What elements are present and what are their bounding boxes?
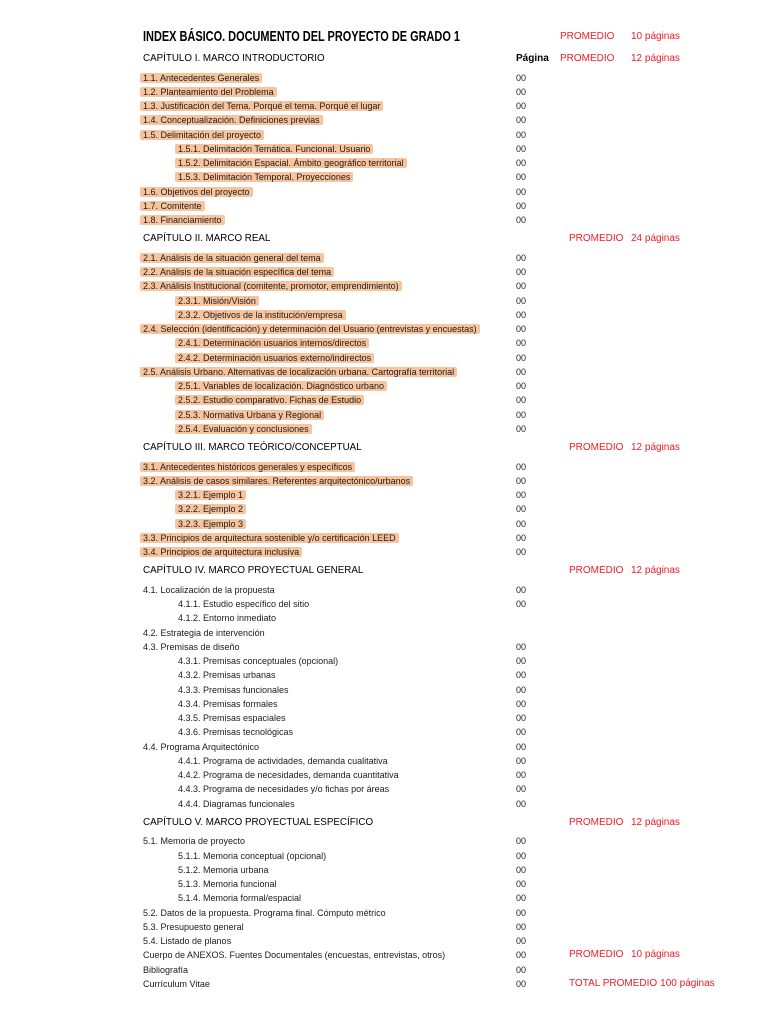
average-label: TOTAL PROMEDIO <box>569 977 658 989</box>
page-number: 00 <box>516 338 527 349</box>
index-entry <box>178 754 388 768</box>
index-entry-row <box>0 740 768 754</box>
average-pages-value: 12 páginas <box>631 816 680 828</box>
index-entry <box>178 142 373 156</box>
entry-title-text: 1.5.1. Delimitación Temática. Funcional. Usuario <box>175 144 373 154</box>
index-entry-row <box>0 199 768 213</box>
index-entry <box>178 711 286 725</box>
chapter-heading <box>143 47 325 71</box>
average-label: PROMEDIO <box>560 31 615 42</box>
index-entry-row <box>0 611 768 625</box>
entry-title-text: 4.1.2. Entorno inmediato <box>178 613 277 624</box>
index-entry <box>143 545 302 559</box>
entry-title-text: 5.4. Listado de planos <box>143 936 232 946</box>
entry-title-text: 2.5.4. Evaluación y conclusiones <box>175 424 312 434</box>
index-entry-row <box>0 768 768 782</box>
index-entry <box>178 408 324 422</box>
page-number: 00 <box>516 641 527 652</box>
index-list <box>0 47 768 991</box>
index-entry <box>143 920 244 934</box>
index-entry <box>178 597 309 611</box>
entry-title-text: 4.3.1. Premisas conceptuales (opcional) <box>178 656 339 666</box>
entry-title-text: 4.2. Estrategia de intervención <box>143 627 265 638</box>
index-entry <box>143 963 188 977</box>
entry-title-text: 1.4. Conceptualización. Definiciones previas <box>140 115 323 125</box>
page-number: 00 <box>516 584 527 595</box>
index-entry-row <box>0 849 768 863</box>
page-number: 00 <box>516 324 527 334</box>
index-entry <box>178 877 277 891</box>
index-entry-row <box>0 531 768 545</box>
index-entry <box>178 725 293 739</box>
average-pages-value: 12 páginas <box>631 53 680 64</box>
page-number: 00 <box>516 366 527 377</box>
page-number: 00 <box>516 352 527 363</box>
page-number: 00 <box>516 475 527 486</box>
entry-title-text: 3.2.3. Ejemplo 3 <box>175 519 246 529</box>
entry-title-text: 4.3.2. Premisas urbanas <box>178 670 276 681</box>
index-entry-row <box>0 948 768 962</box>
index-entry <box>143 279 402 293</box>
index-entry <box>178 308 346 322</box>
entry-title-text: 5.1. Memoria de proyecto <box>143 836 246 847</box>
index-entry <box>143 626 265 640</box>
index-entry <box>143 265 334 279</box>
index-entry <box>178 683 289 697</box>
page-number: 00 <box>516 215 527 225</box>
chapter-title-text: CAPÍTULO I. MARCO INTRODUCTORIO <box>143 53 325 64</box>
page-number: 00 <box>516 461 527 472</box>
index-entry <box>143 474 413 488</box>
index-entry <box>143 977 210 991</box>
index-entry-row <box>0 142 768 156</box>
average-pages-note <box>569 977 715 991</box>
index-entry-row <box>0 488 768 502</box>
entry-title-text: 2.5. Análisis Urbano. Alternativas de localización urbana. Cartografía territorial <box>140 367 457 377</box>
entry-title-text: 1.7. Comitente <box>140 201 205 211</box>
page-number: 00 <box>516 784 527 795</box>
index-entry-row <box>0 545 768 559</box>
entry-title-text: 1.3. Justificación del Tema. Porqué el tema. Porqué el lugar <box>140 101 383 111</box>
chapter-heading <box>143 227 270 251</box>
document-title: INDEX BÁSICO. DOCUMENTO DEL PROYECTO DE GRADO 1 <box>143 28 460 45</box>
index-entry <box>143 113 323 127</box>
entry-title-text: 2.1. Análisis de la situación general del tema <box>140 253 324 263</box>
entry-title-text: 4.4.2. Programa de necesidades, demanda cuantitativa <box>178 770 399 780</box>
page-number: 00 <box>516 101 527 111</box>
entry-title-text: 4.3.6. Premisas tecnológicas <box>178 727 294 738</box>
index-entry-row <box>0 906 768 920</box>
average-pages-note <box>569 436 680 460</box>
average-label: PROMEDIO <box>569 442 624 453</box>
entry-title-text: 4.3. Premisas de diseño <box>143 641 240 652</box>
index-entry-row <box>0 128 768 142</box>
page-number: 00 <box>516 798 527 809</box>
page-number: 00 <box>516 755 527 766</box>
index-entry-row <box>0 877 768 891</box>
index-entry <box>178 351 374 365</box>
index-entry-row <box>0 308 768 322</box>
page-number: 00 <box>516 907 527 918</box>
index-entry <box>143 834 245 848</box>
chapter-heading-row <box>0 559 768 583</box>
entry-title-text: 1.5.2. Delimitación Espacial. Ámbito geográfico territorial <box>175 158 407 168</box>
index-entry <box>143 740 259 754</box>
entry-title-text: 4.4.1. Programa de actividades, demanda cualitativa <box>178 755 388 766</box>
page-number: 00 <box>516 547 527 557</box>
entry-title-text: 3.2. Análisis de casos similares. Referentes arquitectónico/urbanos <box>140 476 413 486</box>
index-entry-row <box>0 251 768 265</box>
index-entry <box>178 422 312 436</box>
index-entry-row <box>0 754 768 768</box>
index-entry <box>143 199 205 213</box>
average-pages-value: 12 páginas <box>631 442 680 453</box>
entry-title-text: Cuerpo de ANEXOS. Fuentes Documentales (encuestas, entrevistas, otros) <box>143 950 446 961</box>
index-entry-row <box>0 977 768 991</box>
index-entry-row <box>0 502 768 516</box>
index-entry <box>143 71 262 85</box>
index-entry <box>178 611 276 625</box>
chapter-heading-row <box>0 811 768 835</box>
index-entry-row <box>0 626 768 640</box>
page-number: 00 <box>516 978 527 989</box>
index-entry-row <box>0 474 768 488</box>
index-entry-row <box>0 583 768 597</box>
entry-title-text: 2.4.2. Determinación usuarios externo/indirectos <box>175 353 374 363</box>
page-number: 00 <box>516 670 527 681</box>
entry-title-text: 5.1.4. Memoria formal/espacial <box>178 893 302 904</box>
page-number: 00 <box>516 656 527 666</box>
page-number: 00 <box>516 770 527 780</box>
page-number: 00 <box>516 381 527 391</box>
index-entry <box>143 185 253 199</box>
index-entry-row <box>0 265 768 279</box>
index-entry <box>178 891 301 905</box>
index-entry-row <box>0 725 768 739</box>
page-number: 00 <box>516 295 527 306</box>
index-entry <box>178 517 246 531</box>
index-entry-row <box>0 156 768 170</box>
index-entry-row <box>0 336 768 350</box>
entry-title-text: 2.3. Análisis Institucional (comitente, promotor, emprendimiento) <box>140 281 402 291</box>
page-number: 00 <box>516 115 527 126</box>
index-entry-row <box>0 322 768 336</box>
average-pages-note <box>569 559 680 583</box>
chapter-title-text: CAPÍTULO II. MARCO REAL <box>143 233 271 245</box>
entry-title-text: 5.1.3. Memoria funcional <box>178 879 277 889</box>
average-label: PROMEDIO <box>569 949 624 961</box>
entry-title-text: 5.1.1. Memoria conceptual (opcional) <box>178 850 327 861</box>
index-entry <box>143 934 231 948</box>
entry-title-text: 2.4.1. Determinación usuarios internos/directos <box>175 338 369 348</box>
entry-title-text: 1.5. Delimitación del proyecto <box>140 130 264 140</box>
page-number: 00 <box>516 309 527 320</box>
index-entry-row <box>0 294 768 308</box>
page-number: 00 <box>516 713 527 723</box>
index-entry <box>178 170 353 184</box>
average-pages-value: 10 páginas <box>631 949 680 961</box>
page-number: 00 <box>516 532 527 543</box>
index-entry <box>143 365 457 379</box>
page-number: 00 <box>516 172 527 183</box>
page-number: 00 <box>516 409 527 420</box>
average-label: PROMEDIO <box>560 53 615 64</box>
index-entry <box>143 640 240 654</box>
index-entry-row <box>0 920 768 934</box>
entry-title-text: Bibliografía <box>143 964 189 975</box>
index-entry-row <box>0 697 768 711</box>
index-entry-row <box>0 597 768 611</box>
average-pages-value: 24 páginas <box>631 233 680 245</box>
entry-title-text: 2.3.1. Misión/Visión <box>175 296 259 306</box>
index-entry <box>143 213 225 227</box>
entry-title-text: 4.4.4. Diagramas funcionales <box>178 798 295 809</box>
index-entry-row <box>0 365 768 379</box>
index-entry <box>178 797 295 811</box>
entry-title-text: 4.1. Localización de la propuesta <box>143 584 275 595</box>
index-entry-row <box>0 422 768 436</box>
chapter-heading <box>143 559 363 583</box>
average-pages-note <box>569 948 680 962</box>
entry-title-text: 1.2. Planteamiento del Problema <box>140 87 277 97</box>
index-entry <box>178 654 338 668</box>
index-entry <box>178 488 246 502</box>
page-number: 00 <box>516 921 527 932</box>
index-entry-row <box>0 460 768 474</box>
index-entry <box>143 99 383 113</box>
index-entry <box>143 906 386 920</box>
index-entry-row <box>0 85 768 99</box>
page-number: 00 <box>516 599 527 609</box>
index-entry-row <box>0 99 768 113</box>
average-pages-note <box>560 27 680 47</box>
index-entry-row <box>0 393 768 407</box>
title-row <box>0 27 768 47</box>
page-number: 00 <box>516 518 527 529</box>
index-entry-row <box>0 797 768 811</box>
chapter-heading <box>143 436 362 460</box>
index-entry-row <box>0 668 768 682</box>
page-number: 00 <box>516 281 527 292</box>
average-pages-value: 12 páginas <box>631 565 680 577</box>
page-number: 00 <box>516 86 527 97</box>
index-entry <box>143 948 445 962</box>
index-entry-row <box>0 379 768 393</box>
index-entry-row <box>0 782 768 796</box>
index-entry-row <box>0 963 768 977</box>
average-label: PROMEDIO <box>569 816 624 828</box>
index-entry <box>143 251 324 265</box>
page-number: 00 <box>516 964 527 975</box>
entry-title-text: 4.3.4. Premisas formales <box>178 698 278 709</box>
index-entry <box>143 128 264 142</box>
page-number: 00 <box>516 267 527 277</box>
index-entry-row <box>0 654 768 668</box>
page-number: 00 <box>516 186 527 197</box>
entry-title-text: 3.2.2. Ejemplo 2 <box>175 504 246 514</box>
index-entry <box>178 782 389 796</box>
index-entry <box>178 502 246 516</box>
average-pages-note <box>569 811 680 835</box>
index-entry-row <box>0 71 768 85</box>
entry-title-text: 5.1.2. Memoria urbana <box>178 864 269 875</box>
entry-title-text: 3.4. Principios de arquitectura inclusiva <box>140 547 302 557</box>
index-entry <box>143 583 275 597</box>
average-pages-note <box>569 227 680 251</box>
page-number: 00 <box>516 936 527 946</box>
chapter-heading-row <box>0 227 768 251</box>
entry-title-text: 4.1.1. Estudio específico del sitio <box>178 599 310 609</box>
index-entry <box>143 460 355 474</box>
chapter-title-text: CAPÍTULO V. MARCO PROYECTUAL ESPECÍFICO <box>143 816 374 828</box>
average-pages-note <box>560 47 680 71</box>
entry-title-text: 5.3. Presupuesto general <box>143 921 244 932</box>
index-entry-row <box>0 279 768 293</box>
index-entry <box>178 294 259 308</box>
index-entry <box>178 336 369 350</box>
page-number: 00 <box>516 879 527 889</box>
index-entry-row <box>0 170 768 184</box>
entry-title-text: 4.3.5. Premisas espaciales <box>178 713 286 723</box>
average-label: PROMEDIO <box>569 565 624 577</box>
entry-title-text: 1.1. Antecedentes Generales <box>140 73 262 83</box>
index-entry-row <box>0 863 768 877</box>
index-entry <box>178 156 407 170</box>
index-entry <box>178 668 276 682</box>
page-number: 00 <box>516 143 527 154</box>
average-label: PROMEDIO <box>569 233 624 245</box>
entry-title-text: 3.3. Principios de arquitectura sostenible y/o certificación LEED <box>140 533 399 543</box>
page-number: 00 <box>516 252 527 263</box>
index-entry-row <box>0 683 768 697</box>
page-number: 00 <box>516 504 527 515</box>
index-entry-row <box>0 834 768 848</box>
page-number: 00 <box>516 490 527 500</box>
page-number: 00 <box>516 950 527 961</box>
page-number: 00 <box>516 741 527 752</box>
page-number: 00 <box>516 850 527 861</box>
entry-title-text: 2.5.1. Variables de localización. Diagnóstico urbano <box>175 381 387 391</box>
entry-title-text: 1.6. Objetivos del proyecto <box>140 187 253 197</box>
page-number: 00 <box>516 684 527 695</box>
entry-title-text: 5.2. Datos de la propuesta. Programa final. Cómputo métrico <box>143 907 386 918</box>
page-number: 00 <box>516 864 527 875</box>
chapter-heading-row <box>0 436 768 460</box>
page-number: 00 <box>516 158 527 168</box>
chapter-title-text: CAPÍTULO III. MARCO TEÓRICO/CONCEPTUAL <box>143 442 362 453</box>
page-number: 00 <box>516 395 527 406</box>
index-entry-row <box>0 213 768 227</box>
entry-title-text: Currículum Vitae <box>143 978 210 989</box>
index-entry <box>178 863 269 877</box>
entry-title-text: 2.5.3. Normativa Urbana y Regional <box>175 410 324 420</box>
entry-title-text: 3.2.1. Ejemplo 1 <box>175 490 246 500</box>
entry-title-text: 2.4. Selección (identificación) y determinación del Usuario (entrevistas y encuestas) <box>140 324 480 334</box>
page-number: 00 <box>516 836 527 847</box>
chapter-title-text: CAPÍTULO IV. MARCO PROYECTUAL GENERAL <box>143 565 364 577</box>
entry-title-text: 2.3.2. Objetivos de la institución/empresa <box>175 310 346 320</box>
page-number: 00 <box>516 423 527 434</box>
page-number: 00 <box>516 893 527 904</box>
entry-title-text: 3.1. Antecedentes históricos generales y específicos <box>140 462 355 472</box>
chapter-heading <box>143 811 373 835</box>
index-entry <box>143 85 277 99</box>
average-pages-value: 100 páginas <box>660 977 715 989</box>
entry-title-text: 4.4.3. Programa de necesidades y/o fichas por áreas <box>178 784 390 795</box>
page-number: 00 <box>516 129 527 140</box>
index-entry-row <box>0 640 768 654</box>
entry-title-text: 2.2. Análisis de la situación específica del tema <box>140 267 334 277</box>
index-entry-row <box>0 891 768 905</box>
chapter-heading-row <box>0 47 768 71</box>
index-entry <box>143 531 399 545</box>
index-entry-row <box>0 185 768 199</box>
entry-title-text: 1.5.3. Delimitación Temporal. Proyecciones <box>175 172 353 182</box>
index-entry-row <box>0 113 768 127</box>
index-entry <box>178 379 387 393</box>
index-entry-row <box>0 934 768 948</box>
page-number: 00 <box>516 72 527 83</box>
average-pages-value: 10 páginas <box>631 31 680 42</box>
page-number: 00 <box>516 727 527 738</box>
index-entry-row <box>0 517 768 531</box>
index-entry-row <box>0 408 768 422</box>
page-column-header: Página <box>516 53 549 64</box>
index-entry-row <box>0 711 768 725</box>
index-entry <box>143 322 480 336</box>
index-entry <box>178 697 278 711</box>
entry-title-text: 2.5.2. Estudio comparativo. Fichas de Estudio <box>175 395 364 405</box>
index-entry <box>178 393 364 407</box>
entry-title-text: 4.3.3. Premisas funcionales <box>178 684 289 695</box>
entry-title-text: 4.4. Programa Arquitectónico <box>143 741 260 752</box>
index-entry-row <box>0 351 768 365</box>
page-number: 00 <box>516 200 527 211</box>
index-entry <box>178 768 399 782</box>
page-number: 00 <box>516 698 527 709</box>
entry-title-text: 1.8. Financiamiento <box>140 215 225 225</box>
index-entry <box>178 849 326 863</box>
